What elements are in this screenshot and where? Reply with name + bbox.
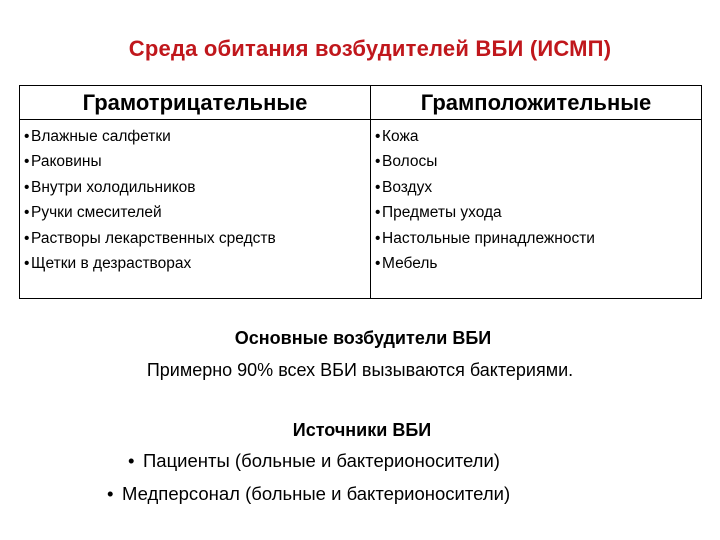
list-item: • Медперсонал (больные и бактерионосители) [107, 477, 510, 510]
sources-list [122, 444, 511, 510]
list-item: • Волосы [375, 149, 701, 174]
list-item: • Пациенты (больные и бактерионосители) [128, 444, 510, 477]
list-item: • Влажные салфетки [24, 124, 370, 149]
list-item: • Предметы ухода [375, 200, 701, 225]
gram-positive-cell [371, 120, 702, 299]
header-gram-negative: Грамотрицательные [20, 86, 371, 120]
list-item: • Настольные принадлежности [375, 226, 701, 251]
table-row [20, 120, 702, 299]
table-header-row [20, 86, 702, 120]
header-gram-positive: Грамположительные [371, 86, 702, 120]
list-item: • Ручки смесителей [24, 200, 370, 225]
list-item: • Кожа [375, 124, 701, 149]
list-item: • Раковины [24, 149, 370, 174]
main-pathogens-heading: Основные возбудители ВБИ [234, 328, 492, 348]
gram-positive-list [371, 120, 701, 276]
slide-title: Среда обитания возбудителей ВБИ (ИСМП) [128, 36, 612, 61]
habitat-table [19, 85, 702, 299]
main-pathogens-text: Примерно 90% всех ВБИ вызываются бактериями. [146, 360, 574, 380]
list-item: • Воздух [375, 175, 701, 200]
list-item: • Мебель [375, 251, 701, 276]
sources-heading: Источники ВБИ [292, 420, 432, 440]
gram-negative-cell [20, 120, 371, 299]
gram-negative-list [20, 120, 370, 276]
list-item: • Растворы лекарственных средств [24, 226, 370, 251]
list-item: • Внутри холодильников [24, 175, 370, 200]
list-item: • Щетки в дезрастворах [24, 251, 370, 276]
